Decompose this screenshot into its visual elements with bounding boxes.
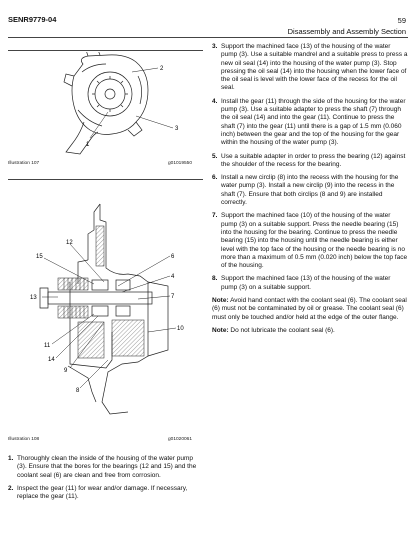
page-number: 59 <box>397 16 406 25</box>
note-text: Avoid hand contact with the coolant seal (6). The coolant seal (6) must not be contaminated by oil or grease. The coolant seal (6) must only be touched and/or held at the edge of the outer flange. <box>212 297 407 321</box>
step-item: 3. Support the machined face (13) of the housing of the water pump (3). Use a suitable mandrel and a suitable press to press a new oil seal (14) into the housing of the water pump (3). Stop pressing the oil seal (14) into the housing when the lower face of the oil seal is level with the lower face of the recess for the oil seal. <box>212 43 408 92</box>
page-header <box>288 15 406 37</box>
callout-6: 6 <box>171 254 175 260</box>
note-label: Note: <box>212 326 229 334</box>
step-item: 7. Support the machined face (10) of the housing of the water pump (3) on a suitable support. Press the needle bearing (15) into the housing for the bearing. Continue to press the needle bearing (15) into the housing until the needle bearing is either level with the top face of the housing or the needle bearing is no more than a maximum of 0.5 mm (0.020 inch) below the top face of the housing. <box>212 212 408 270</box>
note-text: Do not lubricate the coolant seal (6). <box>230 326 335 334</box>
step-item: 5. Use a suitable adapter in order to press the bearing (12) against the shoulder of the recess for the bearing. <box>212 152 406 168</box>
section-title: Disassembly and Assembly Section <box>287 27 406 36</box>
callout-15: 15 <box>36 254 43 260</box>
callout-4: 4 <box>171 274 175 280</box>
step-item: 4. Install the gear (11) through the side of the housing for the water pump (3). Use a suitable adapter to press the shaft (7) through the oil seal (14) and into the gear (11). Continue to press the shaft (7) into the gear (11) until there is a gap of 1.5 mm (0.060 inch) between the gear and the top of the housing for the gear within the housing of the water pump (3). <box>212 97 406 147</box>
callout-8: 8 <box>76 388 80 394</box>
callout-14: 14 <box>48 357 55 363</box>
water-pump-section-illustration <box>8 182 203 432</box>
callout-1: 1 <box>86 142 90 148</box>
note <box>212 327 408 335</box>
callout-2: 2 <box>160 66 164 72</box>
left-step-list <box>8 455 203 506</box>
document-id: SENR9779-04 <box>8 15 57 24</box>
step-item: 6. Install a new circlip (8) into the recess with the housing for the water pump (3). Install a new circlip (9) into the recess in the shaft (7). Ensure that both circlips (8 and 9) are installed correctly. <box>212 174 399 207</box>
figure-caption: Illustration 108 <box>8 437 40 442</box>
note-label: Note: <box>212 297 229 305</box>
callout-13: 13 <box>30 295 37 301</box>
note <box>212 297 408 322</box>
figure-image-id: g01019550 <box>168 161 193 166</box>
figure-image-id: g01020061 <box>168 437 193 442</box>
header-rule <box>8 37 408 38</box>
figure-top-rule <box>8 179 203 180</box>
water-pump-housing-illustration <box>8 52 203 157</box>
callout-10: 10 <box>177 326 184 332</box>
callout-12: 12 <box>66 240 73 246</box>
right-step-list <box>212 43 408 340</box>
callout-9: 9 <box>64 368 68 374</box>
step-item: 2. Inspect the gear (11) for wear and/or damage. If necessary, replace the gear (11). <box>8 484 188 501</box>
step-item: 8. Support the machined face (13) of the housing of the water pump (3) on a suitable support. <box>212 275 391 291</box>
callout-7: 7 <box>171 294 175 300</box>
callout-11: 11 <box>44 343 51 349</box>
figure-top-rule <box>8 50 203 51</box>
callout-3: 3 <box>175 126 179 132</box>
figure-caption: Illustration 107 <box>8 161 40 166</box>
step-item: 1. Thoroughly clean the inside of the housing of the water pump (3). Ensure that the bores for the bearings (12 and 15) and the coolant seal (6) are clean and free from corrosion. <box>8 455 197 479</box>
